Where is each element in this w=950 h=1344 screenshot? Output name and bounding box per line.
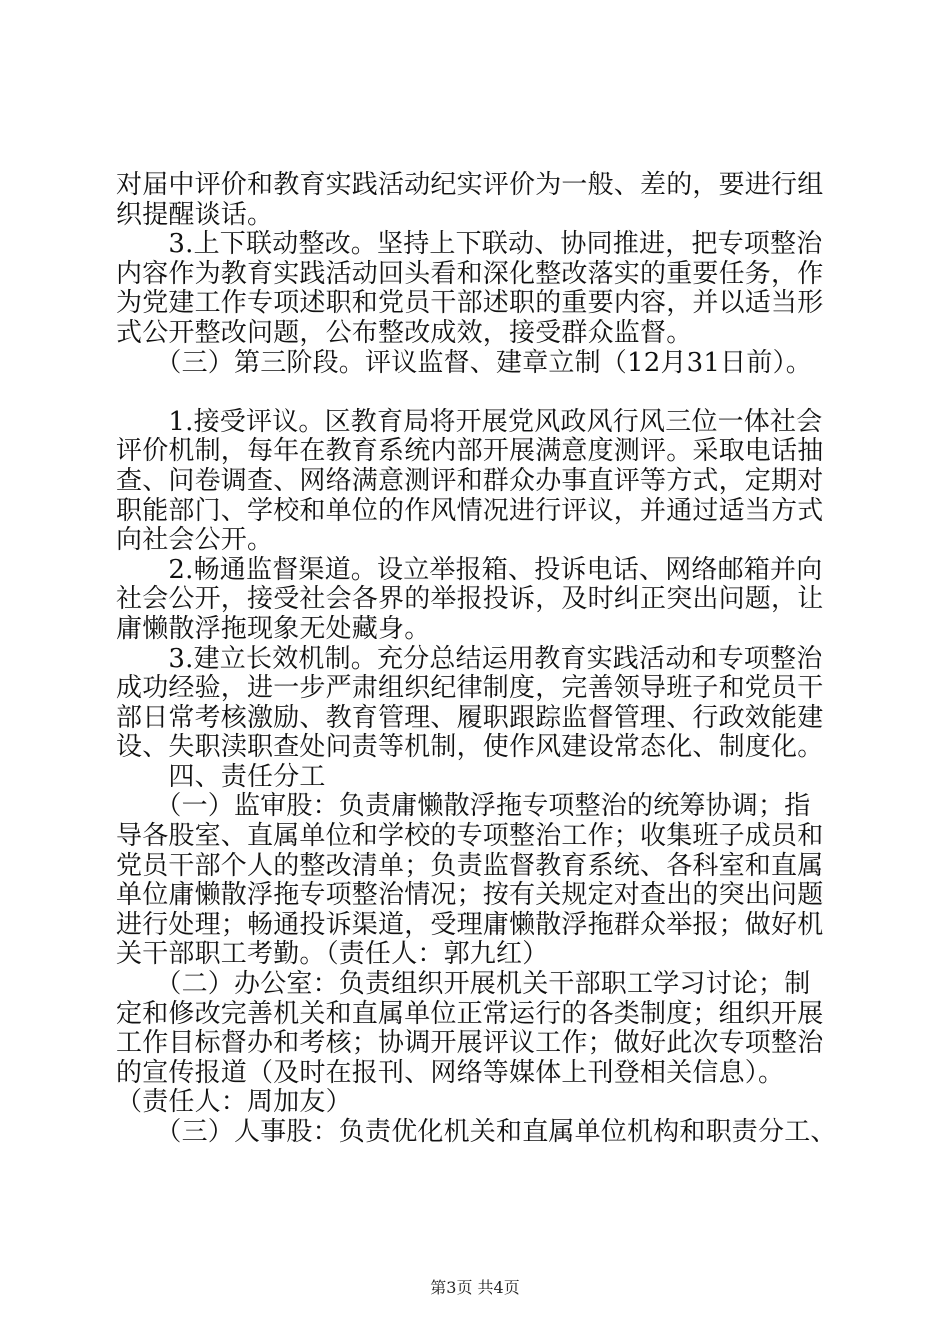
text-line: 3.建立长效机制。充分总结运用教育实践活动和专项整治 xyxy=(116,643,823,674)
text-line: （一）监审股：负责庸懒散浮拖专项整治的统筹协调；指 xyxy=(116,791,811,822)
section-heading: 四、责任分工 xyxy=(116,761,326,792)
text-line: （责任人：周加友） xyxy=(116,1087,352,1118)
text-line: 1.接受评议。区教育局将开展党风政风行风三位一体社会 xyxy=(116,406,823,437)
text-line: 查、问卷调查、网络满意测评和群众办事直评等方式，定期对 xyxy=(116,465,824,496)
text-line: 式公开整改问题，公布整改成效，接受群众监督。 xyxy=(116,317,693,348)
text-line: 社会公开，接受社会各界的举报投诉，及时纠正突出问题，让 xyxy=(116,584,824,615)
blank-line xyxy=(116,378,846,408)
text-line: 单位庸懒散浮拖专项整治情况；按有关规定对查出的突出问题 xyxy=(116,880,824,911)
document-body xyxy=(116,171,846,1148)
text-line: 职能部门、学校和单位的作风情况进行评议，并通过适当方式 xyxy=(116,495,824,526)
text-line: 内容作为教育实践活动回头看和深化整改落实的重要任务，作 xyxy=(116,258,824,289)
text-line: 设、失职渎职查处问责等机制，使作风建设常态化、制度化。 xyxy=(116,732,824,763)
section-heading: （三）第三阶段。评议监督、建章立制（12月31日前）。 xyxy=(116,347,812,378)
text-line: 部日常考核激励、教育管理、履职跟踪监督管理、行政效能建 xyxy=(116,702,824,733)
text-line: 3.上下联动整改。坚持上下联动、协同推进，把专项整治 xyxy=(116,229,823,260)
text-line: 织提醒谈话。 xyxy=(116,199,274,230)
text-line: 向社会公开。 xyxy=(116,525,274,556)
text-line: 的宣传报道（及时在报刊、网络等媒体上刊登相关信息）。 xyxy=(116,1057,785,1088)
text-line: 导各股室、直属单位和学校的专项整治工作；收集班子成员和 xyxy=(116,821,824,852)
text-line: 评价机制，每年在教育系统内部开展满意度测评。采取电话抽 xyxy=(116,436,824,467)
text-line: （三）人事股：负责优化机关和直属单位机构和职责分工、 xyxy=(116,1117,837,1147)
text-line: 2.畅通监督渠道。设立举报箱、投诉电话、网络邮箱并向 xyxy=(116,554,823,585)
text-line: 对届中评价和教育实践活动纪实评价为一般、差的，要进行组 xyxy=(116,170,824,200)
text-line: （二）办公室：负责组织开展机关干部职工学习讨论；制 xyxy=(116,969,811,1000)
text-line: 党员干部个人的整改清单；负责监督教育系统、各科室和直属 xyxy=(116,850,824,881)
text-line: 庸懒散浮拖现象无处藏身。 xyxy=(116,613,431,644)
page-number-footer: 第3页 共4页 xyxy=(430,1278,520,1297)
text-line: 工作目标督办和考核；协调开展评议工作；做好此次专项整治 xyxy=(116,1028,824,1059)
text-line: 定和修改完善机关和直属单位正常运行的各类制度；组织开展 xyxy=(116,998,824,1029)
text-line: 关干部职工考勤。（责任人：郭九红） xyxy=(116,939,549,970)
text-line: 进行处理；畅通投诉渠道，受理庸懒散浮拖群众举报；做好机 xyxy=(116,909,824,940)
text-line: 成功经验，进一步严肃组织纪律制度，完善领导班子和党员干 xyxy=(116,673,824,704)
text-line: 为党建工作专项述职和党员干部述职的重要内容，并以适当形 xyxy=(116,288,824,319)
